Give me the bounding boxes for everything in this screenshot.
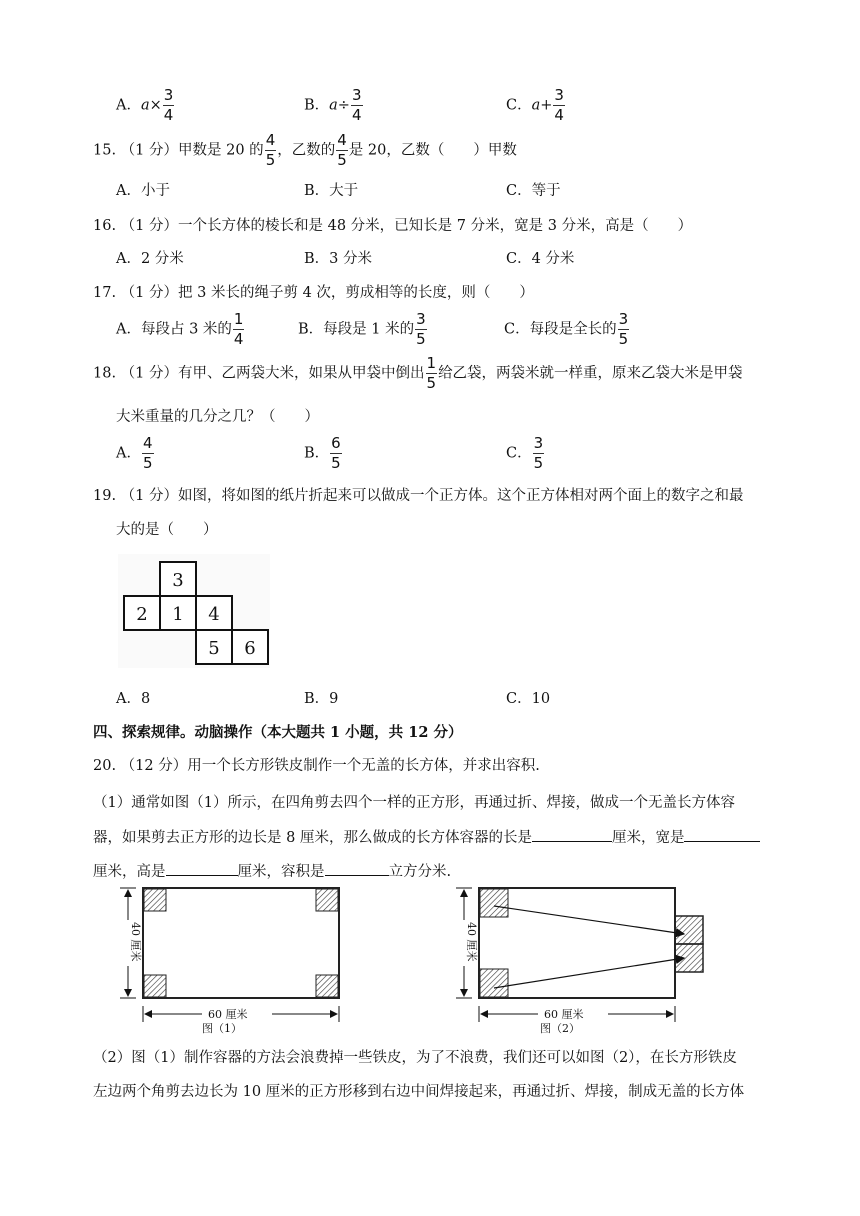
figure-caption: 图（1）: [202, 1022, 242, 1035]
height-label: 40 厘米: [465, 922, 478, 962]
q19-option-c[interactable]: C．10: [506, 691, 551, 707]
fraction: $\frac{1}{4}$: [233, 310, 244, 348]
q20-part2-line2: 左边两个角剪去边长为 10 厘米的正方形移到右边中间焊接起来，再通过折、焊接，制成无盖的长方体: [93, 1084, 745, 1100]
answer-blank-width[interactable]: [684, 827, 760, 842]
question-18: 18. （1 分）有甲、乙两袋大米，如果从甲袋中倒出 $\frac{1}{5}$ 给乙袋，两袋米就一样重，原来乙袋大米是甲袋: [93, 354, 743, 392]
corner-square: [144, 889, 166, 911]
question-18-line2: 大米重量的几分之几？（ ）: [116, 409, 319, 425]
net-number: 1: [172, 604, 184, 625]
q15-option-c[interactable]: C．等于: [506, 183, 561, 199]
q20-part1-line1: （1）通常如图（1）所示，在四角剪去四个一样的正方形，再通过折、焊接，做成一个无盖长方体容: [93, 795, 735, 811]
fraction: $\frac{1}{5}$: [426, 354, 437, 392]
q17-option-a[interactable]: A．每段占 3 米的 $\frac{1}{4}$: [116, 310, 244, 348]
q18-option-c[interactable]: C． $\frac{3}{5}$: [506, 434, 544, 472]
q17-option-c[interactable]: C．每段是全长的 $\frac{3}{5}$: [504, 310, 629, 348]
sheet-rectangle: [143, 888, 339, 998]
q20-part1-line3: 厘米，高是 厘米，容积是 立方分米.: [93, 860, 451, 881]
q18-option-b[interactable]: B． $\frac{6}{5}$: [304, 434, 341, 472]
q15-option-b[interactable]: B．大于: [304, 183, 359, 199]
fraction: $\frac{3}{4}$: [554, 86, 564, 124]
fraction: $\frac{3}{4}$: [163, 86, 174, 124]
answer-blank-length[interactable]: [532, 827, 612, 842]
q18-option-a[interactable]: A． $\frac{4}{5}$: [116, 434, 153, 472]
width-label: 60 厘米: [544, 1008, 584, 1021]
q14-option-c[interactable]: C．a+ $\frac{3}{4}$: [506, 86, 564, 124]
question-20: 20. （12 分）用一个长方形铁皮制作一个无盖的长方体，并求出容积.: [93, 758, 540, 774]
section-heading: 四、探索规律。动脑操作（本大题共 1 小题，共 12 分）: [93, 724, 463, 741]
moved-square: [675, 916, 703, 944]
fraction: $\frac{3}{5}$: [533, 434, 544, 472]
corner-square: [316, 889, 338, 911]
fraction: $\frac{3}{5}$: [618, 310, 629, 348]
net-number: 5: [208, 638, 220, 659]
q14-option-b[interactable]: B．a÷ $\frac{3}{4}$: [304, 86, 362, 124]
net-number: 6: [244, 638, 256, 659]
fraction: $\frac{3}{4}$: [351, 86, 362, 124]
cube-net-figure: [118, 554, 270, 668]
corner-square: [316, 975, 338, 997]
q17-option-b[interactable]: B．每段是 1 米的 $\frac{3}{5}$: [298, 310, 426, 348]
q14-option-a[interactable]: A．a× $\frac{3}{4}$: [116, 86, 174, 124]
fraction: $\frac{4}{5}$: [142, 434, 153, 472]
fraction: $\frac{4}{5}$: [337, 131, 347, 169]
q16-option-b[interactable]: B．3 分米: [304, 251, 372, 267]
question-19: 19. （1 分）如图，将如图的纸片折起来可以做成一个正方体。这个正方体相对两个面上的数字之和最: [93, 488, 744, 504]
q15-option-a[interactable]: A．小于: [116, 183, 170, 199]
corner-square: [480, 969, 508, 997]
q19-option-b[interactable]: B．9: [304, 691, 339, 707]
figure-2: [448, 884, 718, 1036]
figure-1: [112, 884, 352, 1036]
fraction: $\frac{4}{5}$: [265, 131, 276, 169]
question-17: 17. （1 分）把 3 米长的绳子剪 4 次，剪成相等的长度，则（ ）: [93, 285, 534, 301]
width-label: 60 厘米: [208, 1008, 248, 1021]
question-15: 15. （1 分）甲数是 20 的 $\frac{4}{5}$ ，乙数的 $\frac{4}{5}$ 是 20，乙数（ ）甲数: [93, 131, 517, 169]
q20-part2-line1: （2）图（1）制作容器的方法会浪费掉一些铁皮，为了不浪费，我们还可以如图（2），在长方形铁皮: [93, 1050, 737, 1066]
corner-square: [144, 975, 166, 997]
figure-caption: 图（2）: [540, 1022, 580, 1035]
q19-option-a[interactable]: A．8: [116, 691, 151, 707]
corner-square: [480, 889, 508, 917]
answer-blank-volume[interactable]: [325, 861, 389, 876]
q16-option-a[interactable]: A．2 分米: [116, 251, 184, 267]
fraction: $\frac{3}{5}$: [416, 310, 426, 348]
net-number: 3: [172, 570, 184, 591]
q20-part1-line2: 器，如果剪去正方形的边长是 8 厘米，那么做成的长方体容器的长是 厘米，宽是: [93, 826, 760, 847]
q16-option-c[interactable]: C．4 分米: [506, 251, 575, 267]
answer-blank-height[interactable]: [166, 861, 238, 876]
question-16: 16. （1 分）一个长方体的棱长和是 48 分米，已知长是 7 分米，宽是 3 分米，高是（ ）: [93, 218, 693, 234]
question-19-line2: 大的是（ ）: [116, 522, 218, 538]
net-number: 4: [208, 604, 220, 625]
net-number: 2: [136, 604, 148, 625]
fraction: $\frac{6}{5}$: [331, 434, 341, 472]
moved-square: [675, 944, 703, 972]
height-label: 40 厘米: [129, 922, 142, 962]
